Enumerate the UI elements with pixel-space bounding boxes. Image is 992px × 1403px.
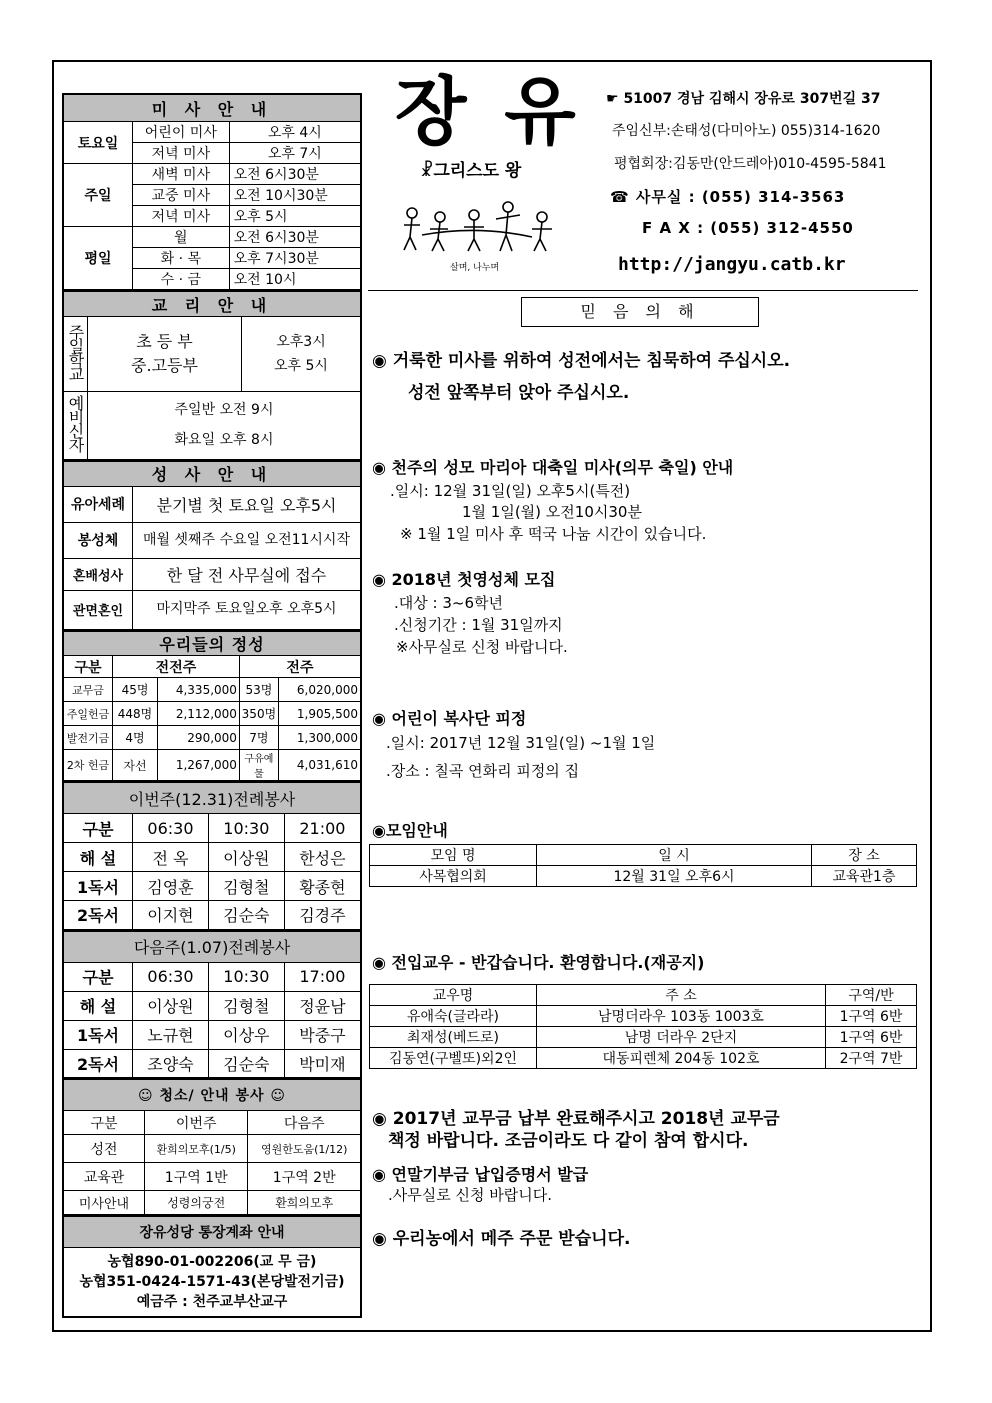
offering-cell: 교무금 bbox=[63, 678, 113, 702]
parish-name: 그리스도 왕 bbox=[433, 161, 522, 181]
address-text: 51007 경남 김해시 장유로 307번길 37 bbox=[623, 91, 881, 107]
notice-newcomers: ◉ 전입교우 - 반갑습니다. 환영합니다.(재공지) bbox=[372, 953, 705, 972]
sacrament-value: 분기별 첫 토요일 오후5시 bbox=[133, 486, 362, 522]
cleaning-cell: 성령의궁전 bbox=[145, 1191, 248, 1215]
cleaning-header: 구분 bbox=[63, 1111, 145, 1135]
mass-time: 오전 6시30분 bbox=[229, 164, 361, 185]
newcomers-cell: 1구역 6반 bbox=[826, 1006, 917, 1027]
meeting-header: 모임 명 bbox=[370, 845, 537, 866]
notice-communion-note: ※사무실로 신청 바랍니다. bbox=[396, 638, 568, 656]
bank-line: 농협890-01-002206(교 무 금) bbox=[107, 1253, 317, 1270]
newcomers-header: 주 소 bbox=[537, 985, 826, 1006]
notice-communion-target: .대상 : 3~6학년 bbox=[394, 594, 503, 612]
liturgy-role: 해 설 bbox=[63, 843, 133, 872]
newcomers-table bbox=[369, 984, 917, 1069]
grade: 중.고등부 bbox=[131, 356, 198, 375]
meeting-table bbox=[369, 844, 917, 887]
newcomers-header: 구역/반 bbox=[826, 985, 917, 1006]
sacrament-label: 유아세례 bbox=[63, 486, 133, 522]
sunday-school-times bbox=[242, 317, 362, 392]
newcomers-cell: 1구역 6반 bbox=[826, 1027, 917, 1048]
liturgy-header: 구분 bbox=[63, 814, 133, 843]
meeting-header: 일 시 bbox=[537, 845, 812, 866]
offering-header: 전주 bbox=[239, 656, 361, 678]
liturgy-person: 전 옥 bbox=[133, 843, 209, 872]
liturgy-person: 김영훈 bbox=[133, 872, 209, 901]
header-divider bbox=[368, 290, 918, 291]
newcomers-cell: 남명더라우 103동 1003호 bbox=[537, 1006, 826, 1027]
liturgy-next-table bbox=[62, 931, 362, 1080]
notice-dues-2: 책정 바랍니다. 조금이라도 다 같이 참여 합시다. bbox=[388, 1131, 749, 1151]
notice-meeting: ◉모임안내 bbox=[372, 821, 448, 840]
liturgy-role: 1독서 bbox=[63, 1020, 133, 1049]
doctrine-title: 교 리 안 내 bbox=[63, 292, 361, 317]
bank-line: 예금주 : 천주교부산교구 bbox=[136, 1293, 288, 1310]
liturgy-person: 정윤남 bbox=[284, 991, 361, 1020]
mass-item: 수 · 금 bbox=[133, 269, 230, 291]
offering-cell: 자선 bbox=[113, 750, 158, 782]
cleaning-cell: 영원한도움(1/12) bbox=[248, 1135, 361, 1163]
bank-table bbox=[62, 1216, 362, 1318]
offering-cell: 4,031,610 bbox=[278, 750, 361, 782]
left-column bbox=[62, 93, 362, 1318]
sacrament-table bbox=[62, 461, 362, 632]
liturgy-person: 박미재 bbox=[284, 1049, 361, 1078]
offering-cell: 2차 헌금 bbox=[63, 750, 113, 782]
chi-rho-icon: ☧ bbox=[420, 161, 434, 181]
mass-time: 오전 6시30분 bbox=[229, 227, 361, 248]
offering-title: 우리들의 정성 bbox=[63, 632, 361, 656]
liturgy-person: 이상원 bbox=[133, 991, 209, 1020]
masthead-title: 장 유 bbox=[395, 69, 582, 155]
catechumen-label-text: 예비신자 bbox=[66, 395, 85, 452]
offering-cell: 290,000 bbox=[158, 726, 240, 750]
notice-silence-2: 성전 앞쪽부터 앉아 주십시오. bbox=[408, 383, 630, 403]
liturgy-role: 1독서 bbox=[63, 872, 133, 901]
offering-table bbox=[62, 631, 362, 782]
catechumen-time: 주일반 오전 9시 bbox=[174, 402, 274, 419]
offering-header: 구분 bbox=[63, 656, 113, 678]
notice-solemnity-date: .일시: 12월 31일(일) 오후5시(특전) bbox=[390, 482, 631, 500]
cleaning-title: ☺ 청소/ 안내 봉사 ☺ bbox=[63, 1080, 361, 1111]
address-line bbox=[606, 88, 880, 108]
cleaning-cell: 1구역 2반 bbox=[248, 1163, 361, 1191]
offering-cell: 1,905,500 bbox=[278, 702, 361, 726]
liturgy-person: 한성은 bbox=[284, 843, 361, 872]
liturgy-role: 해 설 bbox=[63, 991, 133, 1020]
mass-day-sun: 주일 bbox=[63, 164, 133, 227]
cleaning-header: 이번주 bbox=[145, 1111, 248, 1135]
mass-time: 오전 10시 bbox=[229, 269, 361, 291]
faith-year-box: 믿 음 의 해 bbox=[521, 297, 759, 327]
cleaning-cell: 환희의모후(1/5) bbox=[145, 1135, 248, 1163]
notice-donation-receipt: ◉ 연말기부금 납입증명서 발급 bbox=[372, 1165, 589, 1184]
time: 오후 5시 bbox=[274, 358, 328, 374]
notice-altar-servers: ◉ 어린이 복사단 피정 bbox=[372, 709, 527, 728]
notice-meju: ◉ 우리농에서 메주 주문 받습니다. bbox=[372, 1229, 631, 1249]
notice-donation-receipt-sub: .사무실로 신청 바랍니다. bbox=[388, 1186, 552, 1204]
cleaning-header: 다음주 bbox=[248, 1111, 361, 1135]
mass-item: 월 bbox=[133, 227, 230, 248]
newcomers-cell: 남명 더라우 2단지 bbox=[537, 1027, 826, 1048]
offering-cell: 주일헌금 bbox=[63, 702, 113, 726]
mass-item: 교중 미사 bbox=[133, 185, 230, 206]
catechumen-label bbox=[63, 392, 88, 460]
liturgy-header: 구분 bbox=[63, 962, 133, 991]
liturgy-this-table bbox=[62, 782, 362, 931]
pastor-line: 주임신부:손태성(다미아노) 055)314-1620 bbox=[612, 123, 881, 139]
sacrament-value: 마지막주 토요일오후 오후5시 bbox=[133, 590, 362, 630]
mass-time: 오후 4시 bbox=[229, 122, 361, 143]
masthead-parish bbox=[420, 156, 521, 181]
offering-cell: 45명 bbox=[113, 678, 158, 702]
notice-communion-period: .신청기간 : 1월 31일까지 bbox=[394, 616, 563, 634]
sacrament-label: 봉성체 bbox=[63, 522, 133, 558]
offering-cell: 4명 bbox=[113, 726, 158, 750]
bank-lines bbox=[63, 1247, 361, 1317]
offering-cell: 448명 bbox=[113, 702, 158, 726]
newcomers-cell: 최재성(베드로) bbox=[370, 1027, 537, 1048]
meeting-cell: 교육관1층 bbox=[812, 866, 917, 887]
mass-item: 저녁 미사 bbox=[133, 143, 230, 164]
offering-cell: 7명 bbox=[239, 726, 278, 750]
mass-item: 어린이 미사 bbox=[133, 122, 230, 143]
catechumen-times bbox=[88, 392, 362, 460]
meeting-header: 장 소 bbox=[812, 845, 917, 866]
offering-cell: 4,335,000 bbox=[158, 678, 240, 702]
liturgy-person: 김형철 bbox=[208, 991, 284, 1020]
notice-communion: ◉ 2018년 첫영성체 모집 bbox=[372, 570, 556, 589]
masthead-motto: 살며, 나누며 bbox=[450, 263, 500, 273]
notice-silence: ◉ 거룩한 미사를 위하여 성전에서는 침묵하여 주십시오. bbox=[372, 351, 791, 371]
liturgy-header: 06:30 bbox=[133, 814, 209, 843]
cleaning-cell: 성전 bbox=[63, 1135, 145, 1163]
doctrine-table bbox=[62, 291, 362, 461]
sunday-school-grades bbox=[88, 317, 242, 392]
meeting-cell: 12월 31일 오후6시 bbox=[537, 866, 812, 887]
liturgy-person: 조양숙 bbox=[133, 1049, 209, 1078]
sacrament-title: 성 사 안 내 bbox=[63, 461, 361, 486]
meeting-cell: 사목협의회 bbox=[370, 866, 537, 887]
offering-cell: 6,020,000 bbox=[278, 678, 361, 702]
notice-altar-servers-place: .장소 : 칠곡 연화리 피정의 집 bbox=[386, 762, 580, 780]
liturgy-role: 2독서 bbox=[63, 901, 133, 930]
notice-altar-servers-date: .일시: 2017년 12월 31일(일) ~1월 1일 bbox=[386, 734, 656, 752]
catechumen-time: 화요일 오후 8시 bbox=[174, 432, 274, 449]
notice-dues: ◉ 2017년 교무금 납부 완료해주시고 2018년 교무금 bbox=[372, 1109, 780, 1129]
notice-solemnity-note: ※ 1월 1일 미사 후 떡국 나눔 시간이 있습니다. bbox=[400, 525, 707, 543]
liturgy-role: 2독서 bbox=[63, 1049, 133, 1078]
mass-item: 새벽 미사 bbox=[133, 164, 230, 185]
liturgy-person: 이지현 bbox=[133, 901, 209, 930]
sunday-school-label bbox=[63, 317, 88, 392]
bank-title: 장유성당 통장계좌 안내 bbox=[63, 1216, 361, 1247]
offering-cell: 2,112,000 bbox=[158, 702, 240, 726]
liturgy-header: 06:30 bbox=[133, 962, 209, 991]
newcomers-cell: 대동피렌체 204동 102호 bbox=[537, 1048, 826, 1069]
notice-solemnity: ◉ 천주의 성모 마리아 대축일 미사(의무 축일) 안내 bbox=[372, 458, 734, 477]
liturgy-header: 10:30 bbox=[208, 814, 284, 843]
mass-time: 오후 7시 bbox=[229, 143, 361, 164]
liturgy-person: 박중구 bbox=[284, 1020, 361, 1049]
liturgy-person: 김순숙 bbox=[208, 1049, 284, 1078]
liturgy-person: 김순숙 bbox=[208, 901, 284, 930]
community-illustration-icon bbox=[392, 195, 562, 257]
sacrament-label: 관면혼인 bbox=[63, 590, 133, 630]
offering-cell: 1,267,000 bbox=[158, 750, 240, 782]
mass-day-weekday: 평일 bbox=[63, 227, 133, 291]
hand-pointer-icon: ☛ bbox=[606, 91, 624, 107]
mass-title: 미 사 안 내 bbox=[63, 94, 361, 122]
liturgy-person: 김경주 bbox=[284, 901, 361, 930]
liturgy-header: 10:30 bbox=[208, 962, 284, 991]
offering-cell: 53명 bbox=[239, 678, 278, 702]
mass-time: 오전 10시30분 bbox=[229, 185, 361, 206]
sacrament-label: 혼배성사 bbox=[63, 558, 133, 590]
cleaning-cell: 환희의모후 bbox=[248, 1191, 361, 1215]
cleaning-cell: 미사안내 bbox=[63, 1191, 145, 1215]
sacrament-value: 매월 셋째주 수요일 오전11시시작 bbox=[133, 522, 362, 558]
liturgy-person: 노규현 bbox=[133, 1020, 209, 1049]
president-line: 평협회장:김동만(안드레아)010-4595-5841 bbox=[614, 156, 887, 172]
time: 오후3시 bbox=[276, 334, 326, 350]
grade: 초 등 부 bbox=[136, 332, 193, 351]
offering-cell: 1,300,000 bbox=[278, 726, 361, 750]
liturgy-header: 17:00 bbox=[284, 962, 361, 991]
mass-item: 저녁 미사 bbox=[133, 206, 230, 227]
cleaning-cell: 교육관 bbox=[63, 1163, 145, 1191]
cleaning-table bbox=[62, 1079, 362, 1216]
newcomers-header: 교우명 bbox=[370, 985, 537, 1006]
offering-header: 전전주 bbox=[113, 656, 240, 678]
newcomers-cell: 유애숙(글라라) bbox=[370, 1006, 537, 1027]
liturgy-person: 황종현 bbox=[284, 872, 361, 901]
cleaning-cell: 1구역 1반 bbox=[145, 1163, 248, 1191]
offering-cell: 발전기금 bbox=[63, 726, 113, 750]
sacrament-value: 한 달 전 사무실에 접수 bbox=[133, 558, 362, 590]
website-url[interactable]: http://jangyu.catb.kr bbox=[618, 254, 846, 275]
mass-table bbox=[62, 93, 362, 291]
mass-time: 오후 7시30분 bbox=[229, 248, 361, 269]
sunday-school-label-text: 주일학교 bbox=[66, 324, 85, 380]
offering-cell: 350명 bbox=[239, 702, 278, 726]
liturgy-person: 이상우 bbox=[208, 1020, 284, 1049]
mass-time: 오후 5시 bbox=[229, 206, 361, 227]
liturgy-person: 김형철 bbox=[208, 872, 284, 901]
bank-line: 농협351-0424-1571-43(본당발전기금) bbox=[79, 1273, 345, 1290]
liturgy-this-title: 이번주(12.31)전례봉사 bbox=[63, 783, 361, 814]
liturgy-header: 21:00 bbox=[284, 814, 361, 843]
liturgy-next-title: 다음주(1.07)전례봉사 bbox=[63, 931, 361, 962]
fax-line: F A X : (055) 312-4550 bbox=[642, 219, 854, 237]
mass-item: 화 · 목 bbox=[133, 248, 230, 269]
newcomers-cell: 2구역 7반 bbox=[826, 1048, 917, 1069]
office-phone: ☎ 사무실 : (055) 314-3563 bbox=[610, 188, 846, 206]
newcomers-cell: 김동연(구벨또)외2인 bbox=[370, 1048, 537, 1069]
liturgy-person: 이상원 bbox=[208, 843, 284, 872]
mass-day-sat: 토요일 bbox=[63, 122, 133, 164]
notice-solemnity-date2: 1월 1일(월) 오전10시30분 bbox=[462, 503, 642, 521]
offering-cell: 구유예물 bbox=[239, 750, 278, 782]
